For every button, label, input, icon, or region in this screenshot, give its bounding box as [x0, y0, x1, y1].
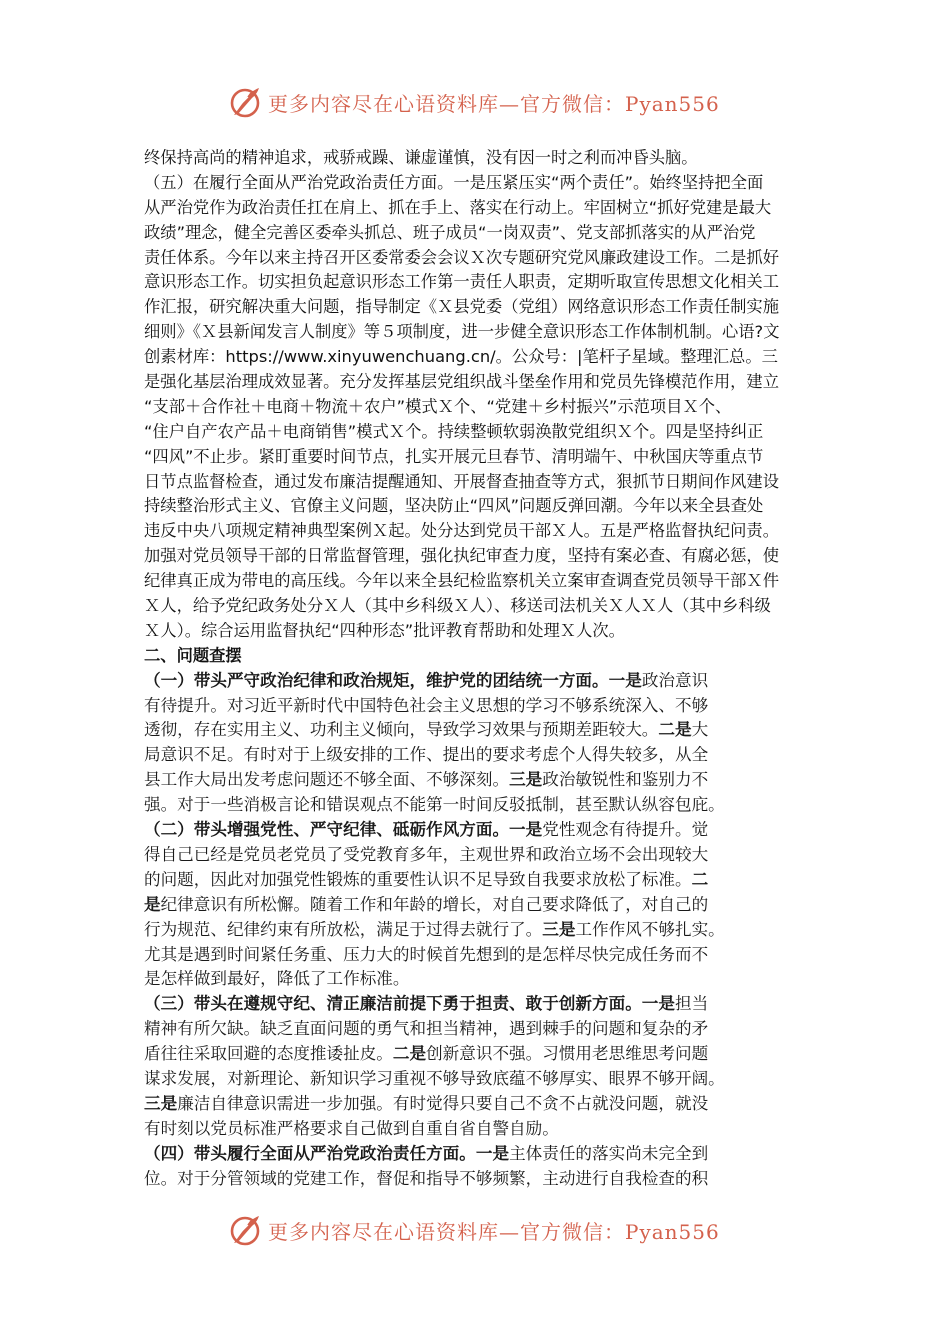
text-run: 政治意识 — [641, 670, 709, 690]
text-line: 从严治党作为政治责任扛在肩上、抓在手上、落实在行动上。牢固树立“抓好党建是最大 — [144, 197, 772, 217]
text-run: 担当 — [675, 994, 709, 1014]
subheading: （一）带头严守政治纪律和政治规矩，维护党的团结统一方面。一是 — [144, 670, 642, 690]
text-line — [144, 818, 808, 843]
text-run: 大 — [691, 720, 709, 740]
text-line — [144, 918, 808, 943]
document-body — [144, 146, 808, 1191]
text-line: 得自己已经是党员老党员了受党教育多年，主观世界和政治立场不会出现较大 — [144, 844, 709, 864]
text-line — [144, 1142, 808, 1167]
footer-banner — [228, 1210, 748, 1250]
text-run: 主体责任的落实尚未完全到 — [509, 1143, 709, 1163]
text-line: 纪律真正成为带电的高压线。今年以来全县纪检监察机关立案审查调查党员领导干部Ｘ件 — [144, 571, 779, 591]
text-run-bold: 是 — [144, 894, 161, 914]
text-line: 政绩”理念，健全完善区委牵头抓总、班子成员“一岗双责”、党支部抓落实的从严治党 — [144, 222, 756, 242]
text-run: 透彻，存在实用主义、功利主义倾向，导致学习效果与预期差距较大。 — [144, 720, 659, 740]
text-line: 终保持高尚的精神追求，戒骄戒躁、谦虚谨慎，没有因一时之利而冲昏头脑。 — [144, 148, 698, 167]
text-line — [144, 893, 808, 918]
text-line — [144, 992, 808, 1017]
text-line — [144, 669, 808, 694]
text-run: 县工作大局出发考虑问题还不够全面、不够深刻。 — [144, 770, 510, 790]
text-line: “四风”不止步。紧盯重要时间节点，扎实开展元旦春节、清明端午、中秋国庆等重点节 — [144, 446, 764, 466]
text-line: “支部＋合作社＋电商＋物流＋农户”模式Ｘ个、“党建＋乡村振兴”示范项目Ｘ个、 — [144, 396, 732, 416]
text-line: 细则》《Ｘ县新闻发言人制度》等５项制度，进一步健全意识形态工作体制机制。心语?文 — [144, 322, 780, 342]
text-line: 责任体系。今年以来主持召开区委常委会会议Ｘ次专题研究党风廉政建设工作。二是抓好 — [144, 247, 779, 267]
text-line: 持续整治形式主义、官僚主义问题，坚决防止“四风”问题反弹回潮。今年以来全县查处 — [144, 496, 764, 516]
text-run: 的问题，因此对加强党性锻炼的重要性认识不足导致自我要求放松了标准。 — [144, 869, 692, 889]
text-line: 日节点监督检查，通过发布廉洁提醒通知、开展督查抽查等方式，狠抓节日期间作风建设 — [144, 471, 779, 491]
text-line: 尤其是遇到时间紧任务重、压力大的时候首先想到的是怎样尽快完成任务而不 — [144, 944, 709, 964]
text-line: 作汇报，研究解决重大问题，指导制定《Ｘ县党委（党组）网络意识形态工作责任制实施 — [144, 297, 779, 317]
text-run: 廉洁自律意识需进一步加强。有时觉得只要自己不贪不占就没问题，就没 — [177, 1093, 709, 1113]
text-run: 政治敏锐性和鉴别力不 — [542, 770, 709, 790]
subheading: （二）带头增强党性、严守纪律、砥砺作风方面。一是 — [144, 820, 543, 840]
text-line: （五）在履行全面从严治党政治责任方面。一是压紧压实“两个责任”。始终坚持把全面 — [144, 172, 764, 192]
text-run-bold: 三是 — [542, 919, 576, 939]
text-run: 行为规范、纪律约束有所放松，满足于过得去就行了。 — [144, 919, 543, 939]
text-run: 工作作风不够扎实。 — [575, 919, 725, 939]
text-run-bold: 二是 — [658, 720, 692, 740]
subheading: （四）带头履行全面从严治党政治责任方面。一是 — [144, 1143, 510, 1163]
text-line: 强。对于一些消极言论和错误观点不能第一时间反驳抵制，甚至默认纵容包庇。 — [144, 795, 725, 815]
text-line: 谋求发展，对新理论、新知识学习重视不够导致底蕴不够厚实、眼界不够开阔。 — [144, 1068, 725, 1088]
text-line: 违反中央八项规定精神典型案例Ｘ起。处分达到党员干部Ｘ人。五是严格监督执纪问责。 — [144, 521, 779, 541]
quill-circle-icon — [228, 85, 262, 119]
text-run-bold: 二是 — [392, 1044, 427, 1064]
text-line: “住户自产农产品＋电商销售”模式Ｘ个。持续整顿软弱涣散党组织Ｘ个。四是坚持纠正 — [144, 421, 764, 441]
text-run-bold: 二 — [691, 869, 709, 889]
text-line: 意识形态工作。切实担负起意识形态工作第一责任人职责，定期听取宣传思想文化相关工 — [144, 272, 779, 292]
text-line: 精神有所欠缺。缺乏直面问题的勇气和担当精神，遇到棘手的问题和复杂的矛 — [144, 1019, 709, 1039]
quill-circle-icon — [228, 1213, 262, 1247]
text-line: 有时刻以党员标准严格要求自己做到自重自省自警自励。 — [144, 1118, 559, 1138]
text-line — [144, 868, 808, 893]
text-run-bold: 三是 — [144, 1093, 178, 1113]
banner-text: 更多内容尽在心语资料库—官方微信：Pyan556 — [268, 1219, 720, 1244]
text-line — [144, 1092, 808, 1117]
text-line: 有待提升。对习近平新时代中国特色社会主义思想的学习不够系统深入、不够 — [144, 695, 709, 715]
subheading: （三）带头在遵规守纪、清正廉洁前提下勇于担责、敢于创新方面。一是 — [144, 994, 675, 1014]
text-line — [144, 768, 808, 793]
text-line: 是强化基层治理成效显著。充分发挥基层党组织战斗堡垒作用和党员先锋模范作用，建立 — [144, 372, 779, 392]
text-run: 创新意识不强。习惯用老思维思考问题 — [426, 1044, 709, 1064]
text-run-bold: 三是 — [509, 770, 543, 790]
text-line — [144, 1042, 808, 1067]
text-line: 是怎样做到最好，降低了工作标准。 — [144, 969, 410, 989]
text-line: 创素材库：https://www.xinyuwenchuang.cn/。公众号：|笔杆子星域。整理汇总。三 — [144, 347, 778, 367]
section-heading: 二、问题查摆 — [144, 645, 242, 665]
text-line: 位。对于分管领域的党建工作，督促和指导不够频繁，主动进行自我检查的积 — [144, 1168, 709, 1188]
banner-text: 更多内容尽在心语资料库—官方微信：Pyan556 — [268, 91, 720, 116]
text-line — [144, 718, 808, 743]
text-run: 纪律意识有所松懈。随着工作和年龄的增长，对自己要求降低了，对自己的 — [160, 894, 709, 914]
text-line: Ｘ人）。综合运用监督执纪“四种形态”批评教育帮助和处理Ｘ人次。 — [144, 620, 625, 640]
text-line: 局意识不足。有时对于上级安排的工作、提出的要求考虑个人得失较多，从全 — [144, 745, 709, 765]
text-run: 党性观念有待提升。觉 — [542, 820, 709, 840]
header-banner — [228, 82, 748, 122]
text-line: 加强对党员领导干部的日常监督管理，强化执纪审查力度，坚持有案必查、有腐必惩，使 — [144, 546, 779, 566]
text-line: Ｘ人，给予党纪政务处分Ｘ人（其中乡科级Ｘ人）、移送司法机关Ｘ人Ｘ人（其中乡科级 — [144, 596, 771, 616]
text-run: 盾往往采取回避的态度推诿扯皮。 — [144, 1044, 393, 1064]
